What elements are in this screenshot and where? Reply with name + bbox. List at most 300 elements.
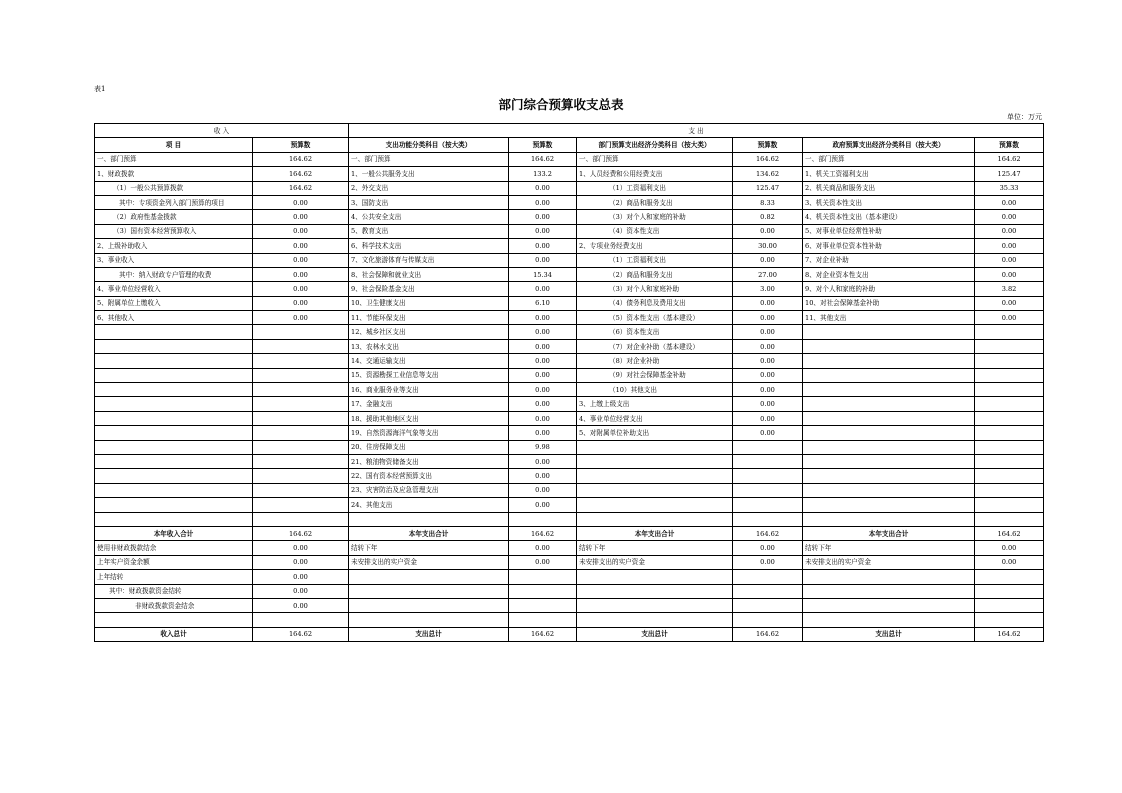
label-cell: 14、交通运输支出 <box>349 354 509 368</box>
label-cell <box>95 397 253 411</box>
label-cell: 2、外交支出 <box>349 181 509 195</box>
label-cell: 一、部门预算 <box>349 152 509 166</box>
value-cell: 0.00 <box>733 354 803 368</box>
expense-group-header: 支 出 <box>349 124 1044 138</box>
table-row <box>95 411 1044 425</box>
table-row <box>95 368 1044 382</box>
page-title: 部门综合预算收支总表 <box>498 97 624 112</box>
label-cell <box>577 570 733 584</box>
label-cell <box>577 498 733 512</box>
value-cell: 0.00 <box>733 397 803 411</box>
label-cell: 支出总计 <box>803 627 975 641</box>
label-cell: 8、社会保障和就业支出 <box>349 267 509 281</box>
value-cell: 35.33 <box>975 181 1044 195</box>
value-cell <box>253 354 349 368</box>
table-row <box>95 181 1044 195</box>
value-cell: 0.00 <box>733 253 803 267</box>
value-cell: 0.00 <box>509 411 577 425</box>
label-cell <box>803 325 975 339</box>
value-cell <box>975 512 1044 526</box>
carry-row <box>95 613 1044 627</box>
label-cell: （3）国有资本经营预算收入 <box>95 224 253 238</box>
value-cell: 3.00 <box>733 282 803 296</box>
value-cell: 125.47 <box>975 167 1044 181</box>
value-cell: 0.00 <box>733 555 803 569</box>
label-cell: 3、上缴上级支出 <box>577 397 733 411</box>
value-cell: 0.00 <box>509 325 577 339</box>
label-cell: 使用非财政拨款结余 <box>95 541 253 555</box>
value-cell: 0.00 <box>509 253 577 267</box>
group-header-row <box>95 124 1044 138</box>
table-row <box>95 469 1044 483</box>
value-cell: 0.00 <box>253 555 349 569</box>
value-cell <box>733 469 803 483</box>
label-cell: 收入总计 <box>95 627 253 641</box>
label-cell <box>803 368 975 382</box>
label-cell <box>95 368 253 382</box>
label-cell <box>803 383 975 397</box>
value-cell <box>975 411 1044 425</box>
label-cell: 未安排支出的实户资金 <box>803 555 975 569</box>
value-cell: 0.00 <box>253 224 349 238</box>
label-cell: 5、对附属单位补助支出 <box>577 426 733 440</box>
label-cell: （8）对企业补助 <box>577 354 733 368</box>
value-cell: 30.00 <box>733 239 803 253</box>
label-cell <box>803 613 975 627</box>
value-cell <box>733 613 803 627</box>
value-cell <box>975 498 1044 512</box>
value-cell: 164.62 <box>733 627 803 641</box>
label-cell <box>95 325 253 339</box>
value-cell <box>733 598 803 612</box>
label-cell <box>349 512 509 526</box>
table-row <box>95 167 1044 181</box>
value-cell <box>733 483 803 497</box>
value-cell <box>975 426 1044 440</box>
label-cell: 17、金融支出 <box>349 397 509 411</box>
value-cell: 15.34 <box>509 267 577 281</box>
value-cell <box>975 383 1044 397</box>
func-class-header: 支出功能分类科目（按大类） <box>349 138 509 152</box>
label-cell: 16、商业服务业等支出 <box>349 383 509 397</box>
table-row <box>95 383 1044 397</box>
value-cell: 0.00 <box>253 195 349 209</box>
label-cell <box>95 383 253 397</box>
label-cell: 24、其他支出 <box>349 498 509 512</box>
value-cell: 164.62 <box>733 526 803 540</box>
value-cell: 0.00 <box>509 498 577 512</box>
value-cell: 125.47 <box>733 181 803 195</box>
table-row <box>95 454 1044 468</box>
label-cell <box>803 339 975 353</box>
value-cell: 0.00 <box>509 311 577 325</box>
value-cell: 0.00 <box>975 195 1044 209</box>
value-cell: 0.00 <box>733 411 803 425</box>
value-cell <box>975 584 1044 598</box>
value-cell: 0.00 <box>733 224 803 238</box>
label-cell: 2、机关商品和服务支出 <box>803 181 975 195</box>
value-cell <box>733 440 803 454</box>
value-cell <box>509 613 577 627</box>
label-cell: 1、财政拨款 <box>95 167 253 181</box>
label-cell: 18、援助其他地区支出 <box>349 411 509 425</box>
label-cell: 上年结转 <box>95 570 253 584</box>
value-cell <box>253 483 349 497</box>
table-row <box>95 440 1044 454</box>
label-cell: （7）对企业补助（基本建设） <box>577 339 733 353</box>
label-cell: （4）债务利息及费用支出 <box>577 296 733 310</box>
value-cell <box>509 570 577 584</box>
value-cell: 0.00 <box>253 570 349 584</box>
table-number: 表1 <box>94 85 106 93</box>
value-cell <box>975 469 1044 483</box>
value-cell: 0.00 <box>253 239 349 253</box>
value-cell: 3.82 <box>975 282 1044 296</box>
value-cell: 0.00 <box>253 598 349 612</box>
table-row <box>95 512 1044 526</box>
value-cell: 0.00 <box>253 267 349 281</box>
grand-total-row <box>95 627 1044 641</box>
label-cell: 其中：纳入财政专户管理的收费 <box>95 267 253 281</box>
label-cell <box>349 613 509 627</box>
value-cell: 0.00 <box>509 195 577 209</box>
label-cell <box>95 454 253 468</box>
value-cell: 0.00 <box>975 311 1044 325</box>
value-cell: 0.00 <box>975 555 1044 569</box>
value-cell <box>975 613 1044 627</box>
value-cell: 0.00 <box>509 181 577 195</box>
value-cell <box>253 383 349 397</box>
label-cell: 8、对企业资本性支出 <box>803 267 975 281</box>
table-row <box>95 325 1044 339</box>
value-cell: 0.00 <box>509 397 577 411</box>
value-cell <box>975 440 1044 454</box>
label-cell <box>95 354 253 368</box>
label-cell <box>803 454 975 468</box>
table-row <box>95 152 1044 166</box>
label-cell: （9）对社会保障基金补助 <box>577 368 733 382</box>
label-cell <box>577 483 733 497</box>
value-cell: 0.00 <box>733 541 803 555</box>
value-cell <box>253 397 349 411</box>
label-cell: 7、对企业补助 <box>803 253 975 267</box>
label-cell <box>349 584 509 598</box>
value-cell <box>253 426 349 440</box>
carry-row <box>95 541 1044 555</box>
table-row <box>95 311 1044 325</box>
label-cell: 11、节能环保支出 <box>349 311 509 325</box>
label-cell: 一、部门预算 <box>95 152 253 166</box>
func-budget-header: 预算数 <box>509 138 577 152</box>
value-cell: 0.00 <box>509 339 577 353</box>
table-row <box>95 483 1044 497</box>
value-cell <box>509 584 577 598</box>
income-budget-header: 预算数 <box>253 138 349 152</box>
carry-row <box>95 570 1044 584</box>
value-cell: 164.62 <box>733 152 803 166</box>
label-cell: 22、国有资本经营预算支出 <box>349 469 509 483</box>
label-cell: 3、国防支出 <box>349 195 509 209</box>
label-cell <box>803 584 975 598</box>
value-cell: 9.98 <box>509 440 577 454</box>
label-cell: 10、对社会保障基金补助 <box>803 296 975 310</box>
value-cell: 164.62 <box>253 526 349 540</box>
value-cell: 0.00 <box>975 210 1044 224</box>
gov-econ-header: 政府预算支出经济分类科目（按大类） <box>803 138 975 152</box>
label-cell: 5、附属单位上缴收入 <box>95 296 253 310</box>
table-row <box>95 397 1044 411</box>
label-cell: 21、粮油物资储备支出 <box>349 454 509 468</box>
label-cell: （6）资本性支出 <box>577 325 733 339</box>
label-cell: 1、一般公共服务支出 <box>349 167 509 181</box>
label-cell: 9、对个人和家庭的补助 <box>803 282 975 296</box>
label-cell <box>577 440 733 454</box>
value-cell: 164.62 <box>509 627 577 641</box>
value-cell <box>975 354 1044 368</box>
label-cell: 1、机关工资福利支出 <box>803 167 975 181</box>
label-cell <box>95 498 253 512</box>
value-cell: 164.62 <box>509 526 577 540</box>
value-cell: 0.00 <box>509 224 577 238</box>
label-cell: 13、农林水支出 <box>349 339 509 353</box>
label-cell: 本年支出合计 <box>349 526 509 540</box>
label-cell <box>349 570 509 584</box>
value-cell: 0.00 <box>975 224 1044 238</box>
value-cell: 0.00 <box>975 541 1044 555</box>
label-cell: 本年收入合计 <box>95 526 253 540</box>
label-cell <box>803 498 975 512</box>
value-cell <box>253 411 349 425</box>
label-cell <box>95 469 253 483</box>
carry-row <box>95 598 1044 612</box>
carry-row <box>95 555 1044 569</box>
label-cell <box>803 469 975 483</box>
label-cell: 2、上级补助收入 <box>95 239 253 253</box>
value-cell <box>253 512 349 526</box>
value-cell: 0.00 <box>975 296 1044 310</box>
label-cell: 其中：专项资金列入部门预算的项目 <box>95 195 253 209</box>
table-row <box>95 210 1044 224</box>
label-cell: 6、其他收入 <box>95 311 253 325</box>
value-cell <box>253 339 349 353</box>
value-cell: 0.00 <box>509 368 577 382</box>
label-cell: （4）资本性支出 <box>577 224 733 238</box>
label-cell <box>577 598 733 612</box>
value-cell: 0.00 <box>509 454 577 468</box>
value-cell <box>253 469 349 483</box>
label-cell: （2）商品和服务支出 <box>577 195 733 209</box>
value-cell: 0.00 <box>733 339 803 353</box>
value-cell: 0.00 <box>733 296 803 310</box>
label-cell: 20、住房保障支出 <box>349 440 509 454</box>
label-cell: 10、卫生健康支出 <box>349 296 509 310</box>
value-cell: 164.62 <box>975 526 1044 540</box>
label-cell: 支出总计 <box>577 627 733 641</box>
table-row <box>95 239 1044 253</box>
value-cell: 133.2 <box>509 167 577 181</box>
value-cell <box>253 498 349 512</box>
value-cell: 0.00 <box>253 210 349 224</box>
value-cell <box>975 368 1044 382</box>
value-cell: 0.00 <box>975 253 1044 267</box>
label-cell: 上年实户资金余额 <box>95 555 253 569</box>
label-cell <box>803 440 975 454</box>
label-cell: 9、社会保险基金支出 <box>349 282 509 296</box>
value-cell <box>733 584 803 598</box>
value-cell: 0.00 <box>509 555 577 569</box>
label-cell: 5、教育支出 <box>349 224 509 238</box>
value-cell <box>733 454 803 468</box>
value-cell <box>975 598 1044 612</box>
label-cell <box>95 426 253 440</box>
table-row <box>95 354 1044 368</box>
label-cell <box>95 613 253 627</box>
value-cell: 0.00 <box>253 296 349 310</box>
value-cell <box>253 613 349 627</box>
value-cell: 0.00 <box>509 282 577 296</box>
label-cell: 3、事业收入 <box>95 253 253 267</box>
dept-budget-header: 预算数 <box>733 138 803 152</box>
table-row <box>95 282 1044 296</box>
label-cell: 4、机关资本性支出（基本建设） <box>803 210 975 224</box>
value-cell: 0.00 <box>509 210 577 224</box>
value-cell: 0.00 <box>509 469 577 483</box>
label-cell: （2）政府性基金拨款 <box>95 210 253 224</box>
value-cell <box>975 325 1044 339</box>
column-header-row <box>95 138 1044 152</box>
label-cell: （3）对个人和家庭的补助 <box>577 210 733 224</box>
label-cell <box>95 512 253 526</box>
label-cell: 2、专项业务经费支出 <box>577 239 733 253</box>
value-cell <box>253 440 349 454</box>
label-cell: 本年支出合计 <box>577 526 733 540</box>
label-cell: 非财政拨款资金结余 <box>95 598 253 612</box>
value-cell <box>975 483 1044 497</box>
table-row <box>95 224 1044 238</box>
label-cell: 4、事业单位经营支出 <box>577 411 733 425</box>
label-cell: 4、事业单位经营收入 <box>95 282 253 296</box>
label-cell: 15、资源勘探工业信息等支出 <box>349 368 509 382</box>
value-cell <box>509 598 577 612</box>
value-cell <box>253 368 349 382</box>
value-cell: 0.00 <box>509 239 577 253</box>
value-cell <box>733 570 803 584</box>
label-cell <box>577 454 733 468</box>
dept-econ-header: 部门预算支出经济分类科目（按大类） <box>577 138 733 152</box>
table-row <box>95 195 1044 209</box>
value-cell <box>975 397 1044 411</box>
value-cell: 0.00 <box>733 426 803 440</box>
label-cell: （1）一般公共预算拨款 <box>95 181 253 195</box>
value-cell: 164.62 <box>975 627 1044 641</box>
label-cell <box>577 613 733 627</box>
label-cell: 未安排支出的实户资金 <box>577 555 733 569</box>
table-row <box>95 498 1044 512</box>
label-cell <box>349 598 509 612</box>
label-cell <box>95 440 253 454</box>
label-cell: 6、科学技术支出 <box>349 239 509 253</box>
value-cell: 0.00 <box>733 325 803 339</box>
value-cell <box>975 339 1044 353</box>
label-cell <box>803 411 975 425</box>
value-cell: 0.00 <box>253 584 349 598</box>
value-cell: 164.62 <box>253 627 349 641</box>
label-cell <box>803 354 975 368</box>
label-cell: 本年支出合计 <box>803 526 975 540</box>
label-cell: 11、其他支出 <box>803 311 975 325</box>
label-cell: （1）工资福利支出 <box>577 253 733 267</box>
carry-row <box>95 584 1044 598</box>
label-cell: 结转下年 <box>803 541 975 555</box>
label-cell: 6、对事业单位资本性补助 <box>803 239 975 253</box>
label-cell <box>803 598 975 612</box>
value-cell: 8.33 <box>733 195 803 209</box>
label-cell: 5、对事业单位经常性补助 <box>803 224 975 238</box>
value-cell: 0.00 <box>975 239 1044 253</box>
value-cell: 164.62 <box>253 152 349 166</box>
label-cell: 未安排支出的实户资金 <box>349 555 509 569</box>
label-cell: 3、机关资本性支出 <box>803 195 975 209</box>
table-row <box>95 253 1044 267</box>
value-cell <box>733 498 803 512</box>
value-cell: 0.00 <box>733 368 803 382</box>
value-cell: 0.00 <box>733 311 803 325</box>
income-group-header: 收 入 <box>95 124 349 138</box>
value-cell <box>733 512 803 526</box>
label-cell <box>803 483 975 497</box>
value-cell: 164.62 <box>975 152 1044 166</box>
value-cell <box>253 454 349 468</box>
budget-summary-table <box>94 123 1044 642</box>
value-cell: 0.00 <box>509 483 577 497</box>
label-cell <box>803 426 975 440</box>
value-cell <box>253 325 349 339</box>
table-row <box>95 426 1044 440</box>
value-cell: 0.00 <box>253 282 349 296</box>
label-cell <box>803 512 975 526</box>
value-cell: 0.00 <box>733 383 803 397</box>
value-cell <box>975 570 1044 584</box>
table-row <box>95 296 1044 310</box>
value-cell: 0.00 <box>975 267 1044 281</box>
label-cell: 一、部门预算 <box>803 152 975 166</box>
label-cell <box>95 411 253 425</box>
income-item-header: 项 目 <box>95 138 253 152</box>
label-cell: 4、公共安全支出 <box>349 210 509 224</box>
label-cell: 结转下年 <box>577 541 733 555</box>
value-cell: 0.00 <box>509 383 577 397</box>
label-cell <box>803 570 975 584</box>
label-cell: 1、人员经费和公用经费支出 <box>577 167 733 181</box>
label-cell: 19、自然资源海洋气象等支出 <box>349 426 509 440</box>
label-cell: 支出总计 <box>349 627 509 641</box>
value-cell: 164.62 <box>253 181 349 195</box>
label-cell <box>577 512 733 526</box>
label-cell <box>95 483 253 497</box>
label-cell: （10）其他支出 <box>577 383 733 397</box>
label-cell: （1）工资福利支出 <box>577 181 733 195</box>
label-cell: 7、文化旅游体育与传媒支出 <box>349 253 509 267</box>
label-cell: 12、城乡社区支出 <box>349 325 509 339</box>
value-cell <box>509 512 577 526</box>
value-cell <box>975 454 1044 468</box>
label-cell: （3）对个人和家庭补助 <box>577 282 733 296</box>
label-cell: （2）商品和服务支出 <box>577 267 733 281</box>
value-cell: 0.00 <box>253 311 349 325</box>
value-cell: 134.62 <box>733 167 803 181</box>
value-cell: 0.00 <box>509 354 577 368</box>
label-cell: 结转下年 <box>349 541 509 555</box>
